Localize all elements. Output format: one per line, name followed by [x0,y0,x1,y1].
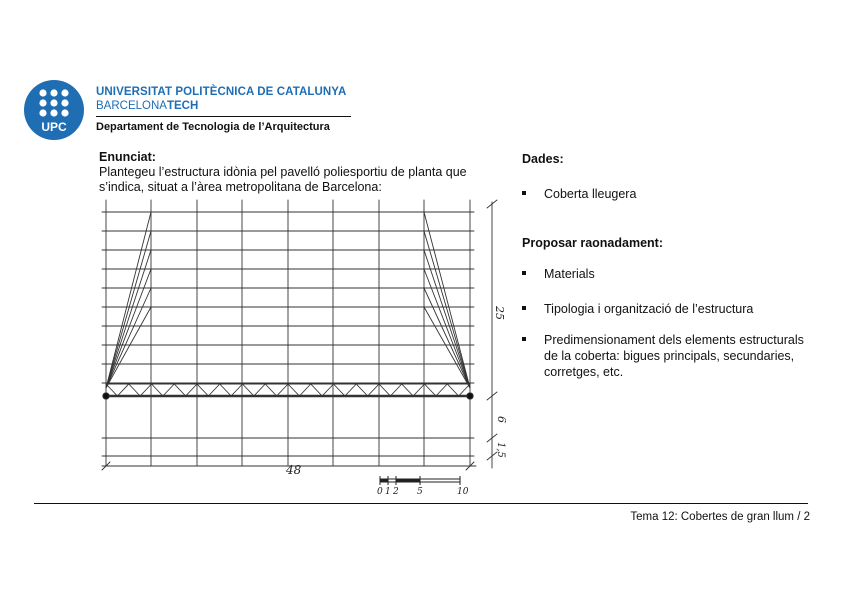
truss-diagonal [265,384,276,396]
truss-diagonal [243,384,254,396]
statement-block [99,150,489,195]
truss-diagonal [163,384,174,396]
bracing-line [424,231,470,388]
dimension-length-label: 48 [286,463,302,477]
support-node [467,393,473,399]
upc-logo-abbrev: UPC [41,120,67,134]
truss-diagonal [152,384,163,396]
logo-divider [96,116,351,117]
truss-diagonal [356,384,367,396]
support-node [103,393,109,399]
scale-bar-label: 5 [417,487,423,497]
truss-diagonal [140,384,151,396]
data-section-title: Dades: [522,152,564,166]
university-name: UNIVERSITAT POLITÈCNICA DE CATALUNYA [96,86,347,98]
bullet-icon [522,191,526,195]
statement-text: Plantegeu l’estructura idònia pel pavelló poliesportiu de planta que s’indica, situat a l’àrea metropolitana de Barcelona: [99,165,467,194]
upc-logo-emblem [24,80,84,140]
upc-logo [24,80,364,140]
truss-diagonal [186,384,197,396]
bracing-line [424,212,470,388]
truss-diagonal [311,384,322,396]
truss-diagonal [368,384,379,396]
truss-diagonal [254,384,265,396]
truss-diagonal [231,384,242,396]
dimension-depth-label: 25 [493,306,506,320]
dimension-band-label: 6 [495,416,508,423]
truss-diagonal [117,384,128,396]
bullet-icon [522,337,526,341]
truss-diagonal [322,384,333,396]
bracing-line [106,212,151,388]
department-name: Departament de Tecnologia de l’Arquitectura [96,121,330,133]
structure-plan-sketch [94,198,514,498]
footer-page-label: Tema 12: Cobertes de gran llum / 2 [630,511,810,523]
bracing-line [106,269,151,388]
scale-bar-label: 0 [377,487,383,497]
campus-name: BARCELONATECH [96,100,199,112]
scale-bar-label: 1 [385,487,391,497]
truss-diagonal [288,384,299,396]
bracing-line [424,269,470,388]
statement-title: Enunciat: [99,150,156,164]
bracing-line [106,231,151,388]
bullet-icon [522,306,526,310]
scale-bar-label: 2 [393,487,399,497]
bracing-line [424,288,470,388]
truss-diagonal [390,384,401,396]
truss-diagonal [129,384,140,396]
scale-bar [377,476,469,497]
truss-diagonal [447,384,458,396]
truss-diagonal [197,384,208,396]
truss-diagonal [277,384,288,396]
truss-diagonal [425,384,436,396]
truss-diagonal [220,384,231,396]
proposal-section-title: Proposar raonadament: [522,236,664,250]
truss-diagonal [402,384,413,396]
truss-diagonal [345,384,356,396]
truss-diagonal [299,384,310,396]
truss-diagonal [208,384,219,396]
truss-diagonal [379,384,390,396]
truss-diagonal [413,384,424,396]
truss-diagonal [436,384,447,396]
truss-diagonal [174,384,185,396]
scale-bar-label: 10 [457,487,469,497]
truss-diagonal [334,384,345,396]
bullet-icon [522,271,526,275]
dimension-edge-label: 1,5 [495,442,506,458]
footer-divider [34,503,808,504]
bracing-line [106,288,151,388]
